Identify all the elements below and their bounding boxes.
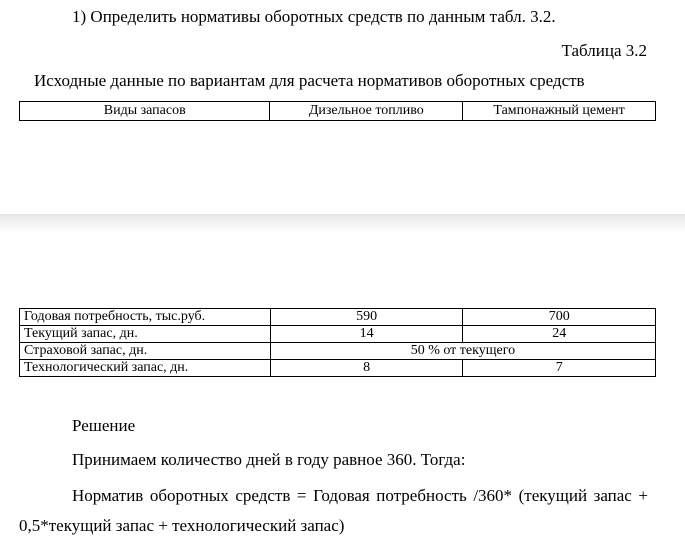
row-label-annual-need: Годовая потребность, тыс.руб. — [20, 309, 271, 326]
solution-heading: Решение — [72, 416, 136, 435]
cell-diesel-current: 14 — [270, 326, 463, 343]
table-title: Исходные данные по вариантам для расчета нормативов оборотных средств — [34, 71, 585, 90]
cell-cement-tech: 7 — [463, 360, 656, 377]
header-stock-types: Виды запасов — [20, 102, 270, 121]
header-cement: Тампонажный цемент — [463, 102, 656, 121]
data-table — [19, 308, 656, 377]
header-diesel-fuel: Дизельное топливо — [270, 102, 463, 121]
table-row — [20, 326, 656, 343]
cell-cement-annual: 700 — [463, 309, 656, 326]
solution-paragraph-2: Норматив оборотных средств = Годовая потребность /360* (текущий запас + 0,5*текущий запас + технологический запас) — [19, 486, 648, 535]
cell-diesel-tech: 8 — [270, 360, 463, 377]
table-header-row — [20, 102, 656, 121]
task-statement: 1) Определить нормативы оборотных средств по данным табл. 3.2. — [72, 7, 556, 26]
table-header — [19, 101, 656, 121]
cell-cement-current: 24 — [463, 326, 656, 343]
page-break-band — [0, 214, 685, 232]
solution-paragraph-1: Принимаем количество дней в году равное 360. Тогда: — [72, 450, 466, 469]
cell-diesel-annual: 590 — [270, 309, 463, 326]
row-label-current-stock: Текущий запас, дн. — [20, 326, 271, 343]
row-label-tech-stock: Технологический запас, дн. — [20, 360, 271, 377]
cell-safety-merged: 50 % от текущего — [270, 343, 655, 360]
row-label-safety-stock: Страховой запас, дн. — [20, 343, 271, 360]
table-row — [20, 309, 656, 326]
table-number-label: Таблица 3.2 — [561, 41, 647, 60]
table-row — [20, 360, 656, 377]
table-row — [20, 343, 656, 360]
